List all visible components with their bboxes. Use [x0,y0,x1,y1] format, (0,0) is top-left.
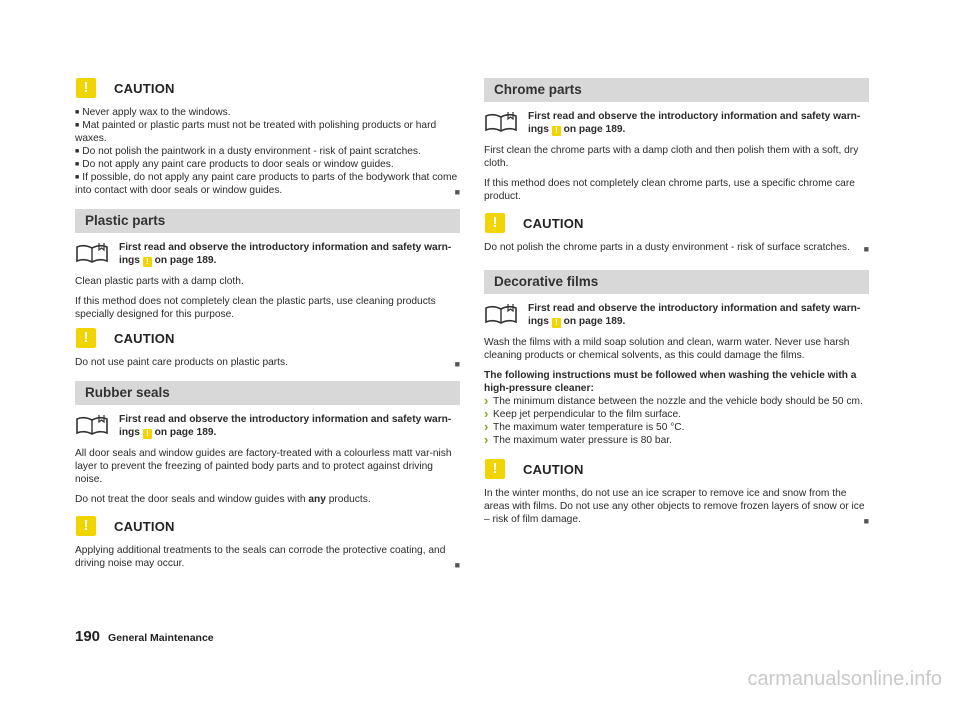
warning-icon: ! [552,318,561,328]
open-book-icon [75,413,109,437]
page-number: 190 [75,628,101,645]
page-reference-link[interactable]: on page 189. [154,255,217,266]
caution-header [75,516,460,536]
caution-header [484,459,869,479]
caution-text-content: Do not use paint care products on plastic parts. [75,357,288,368]
caution-title: CAUTION [523,215,584,231]
read-first-note [484,110,869,136]
open-book-icon [75,241,109,265]
instructions-heading: The following instructions must be followed when washing the vehicle with a high-pressure cleaner: [484,370,857,394]
list-item: ■ Never apply wax to the windows. [75,106,460,119]
body-text-part: Do not treat the door seals and window guides with [75,494,306,505]
read-first-note [484,302,869,328]
section-heading-decorative-films: Decorative films [484,270,869,294]
section-end-mark: ■ [863,516,869,526]
body-text: All door seals and window guides are factory-treated with a colourless matt var-nish layer to prevent the freezing of painted body parts and to protect against driving noise. [75,448,452,485]
emphasis-text: any [308,494,326,505]
page-reference-link[interactable]: on page 189. [563,316,626,327]
caution-text [75,544,460,570]
caution-text [484,487,869,526]
instructions-list [484,395,869,447]
section-end-mark: ■ [454,187,460,197]
read-first-text: First read and observe the introductory information and safety warn-ings [528,111,861,135]
warning-icon: ! [76,78,96,98]
caution-title: CAUTION [114,518,175,534]
warning-icon: ! [485,459,505,479]
caution-header [484,213,869,233]
caution-text [75,356,460,369]
body-text-part: products. [328,494,371,505]
body-text: Wash the films with a mild soap solution and clean, warm water. Never use harsh cleaning products or chemical solvents, as this could damage the films. [484,337,850,361]
body-text: If this method does not completely clean chrome parts, use a specific chrome care product. [484,178,855,202]
warning-icon: ! [552,126,561,136]
caution-title: CAUTION [114,80,175,96]
read-first-note [75,241,460,267]
page-footer [75,628,214,645]
list-item: › The maximum water pressure is 80 bar. [484,434,869,447]
watermark: carmanualsonline.info [747,668,942,690]
left-column [75,78,460,577]
list-item: › Keep jet perpendicular to the film surface. [484,408,869,421]
caution-header [75,328,460,348]
body-text: If this method does not completely clean the plastic parts, use cleaning products specially designed for this purpose. [75,296,436,320]
caution-list [75,106,460,197]
caution-text [484,241,869,254]
caution-title: CAUTION [114,330,175,346]
list-item: ■ Do not polish the paintwork in a dusty environment - risk of paint scratches. [75,145,460,158]
body-text: Clean plastic parts with a damp cloth. [75,276,244,287]
section-end-mark: ■ [454,359,460,369]
chapter-title: General Maintenance [108,632,214,644]
section-heading-rubber-seals: Rubber seals [75,381,460,405]
read-first-text: First read and observe the introductory information and safety warn-ings [119,414,452,438]
section-heading-plastic-parts: Plastic parts [75,209,460,233]
caution-text-content: In the winter months, do not use an ice scraper to remove ice and snow from the areas with films. Do not use any other objects to remove frozen layers of snow or ice – risk of film damage. [484,488,865,525]
section-heading-chrome-parts: Chrome parts [484,78,869,102]
section-end-mark: ■ [454,560,460,570]
page-reference-link[interactable]: on page 189. [154,427,217,438]
warning-icon: ! [76,328,96,348]
open-book-icon [484,110,518,134]
read-first-text: First read and observe the introductory information and safety warn-ings [528,303,861,327]
list-item-text: If possible, do not apply any paint care products to parts of the bodywork that come into contact with door seals or window guides. [75,172,458,196]
caution-text-content: Do not polish the chrome parts in a dusty environment - risk of surface scratches. [484,242,850,253]
caution-header [75,78,460,98]
warning-icon: ! [143,257,152,267]
list-item: ■ Mat painted or plastic parts must not be treated with polishing products or hard waxes. [75,119,460,145]
list-item: › The minimum distance between the nozzle and the vehicle body should be 50 cm. [484,395,869,408]
list-item: › The maximum water temperature is 50 °C. [484,421,869,434]
section-end-mark: ■ [863,244,869,254]
warning-icon: ! [485,213,505,233]
read-first-note [75,413,460,439]
read-first-text: First read and observe the introductory information and safety warn-ings [119,242,452,266]
body-text [75,493,460,506]
warning-icon: ! [76,516,96,536]
page-reference-link[interactable]: on page 189. [563,124,626,135]
warning-icon: ! [143,429,152,439]
caution-text-content: Applying additional treatments to the seals can corrode the protective coating, and driving noise may occur. [75,545,446,569]
list-item [75,171,460,197]
body-text: First clean the chrome parts with a damp cloth and then polish them with a soft, dry cloth. [484,145,859,169]
open-book-icon [484,302,518,326]
list-item: ■ Do not apply any paint care products to door seals or window guides. [75,158,460,171]
right-column [484,78,869,533]
caution-title: CAUTION [523,461,584,477]
